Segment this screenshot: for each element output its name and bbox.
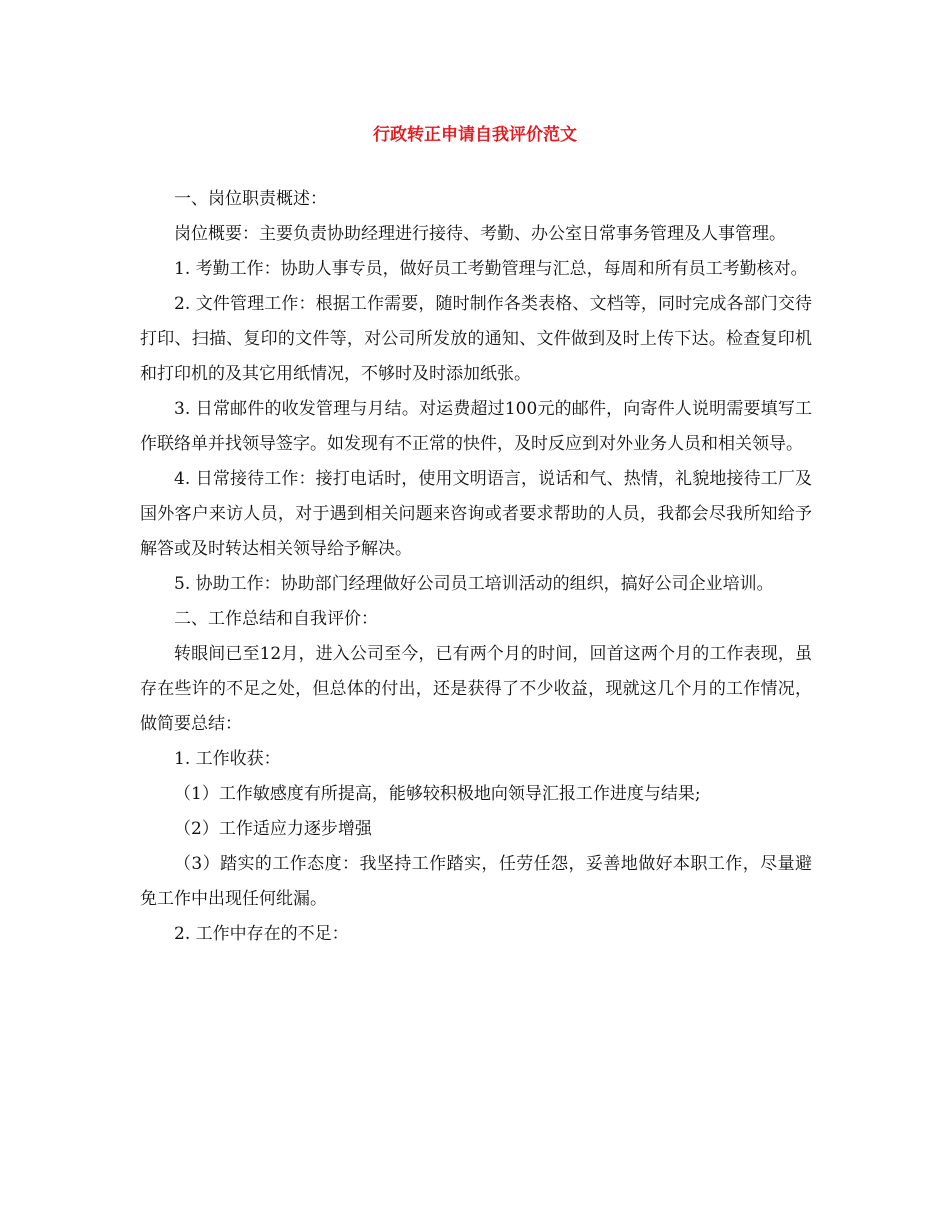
paragraph-gain-1: （1）工作敏感度有所提高，能够较积极地向领导汇报工作进度与结果; (174, 784, 701, 804)
section-heading-summary: 二、工作总结和自我评价： (174, 609, 378, 629)
paragraph-item-reception: 4. 日常接待工作：接打电话时，使用文明语言，说话和气、热情，礼貌地接待工厂及国外客户来访人员，对于遇到相关问题来咨询或者要求帮助的人员，我都会尽我所知给予解答或及时转达相关领导给予解决。 (140, 469, 812, 559)
paragraph-item-mail: 3. 日常邮件的收发管理与月结。对运费超过100元的邮件，向寄件人说明需要填写工作联络单并找领导签字。如发现有不正常的快件，及时反应到对外业务人员和相关领导。 (140, 399, 812, 454)
paragraph-summary-intro: 转眼间已至12月，进入公司至今，已有两个月的时间，回首这两个月的工作表现，虽存在些许的不足之处，但总体的付出，还是获得了不少收益，现就这几个月的工作情况，做简要总结： (140, 644, 812, 734)
document-title: 行政转正申请自我评价范文 (373, 125, 577, 145)
document-body (140, 182, 812, 952)
paragraph-gains-heading: 1. 工作收获： (174, 749, 281, 769)
paragraph-gain-3: （3）踏实的工作态度：我坚持工作踏实，任劳任怨，妥善地做好本职工作，尽量避免工作中出现任何纰漏。 (140, 854, 812, 909)
paragraph-item-attendance: 1. 考勤工作：协助人事专员，做好员工考勤管理与汇总，每周和所有员工考勤核对。 (174, 259, 808, 279)
section-heading-duties: 一、岗位职责概述： (174, 189, 327, 209)
paragraph-gain-2: （2）工作适应力逐步增强 (174, 819, 372, 839)
paragraph-item-assist: 5. 协助工作：协助部门经理做好公司员工培训活动的组织，搞好公司企业培训。 (174, 574, 774, 594)
paragraph-item-documents: 2. 文件管理工作：根据工作需要，随时制作各类表格、文档等，同时完成各部门交待打印、扫描、复印的文件等，对公司所发放的通知、文件做到及时上传下达。检查复印机和打印机的及其它用纸情况，不够时及时添加纸张。 (140, 294, 812, 384)
paragraph-overview: 岗位概要：主要负责协助经理进行接待、考勤、办公室日常事务管理及人事管理。 (174, 224, 786, 244)
paragraph-shortcomings-heading: 2. 工作中存在的不足： (174, 924, 349, 944)
